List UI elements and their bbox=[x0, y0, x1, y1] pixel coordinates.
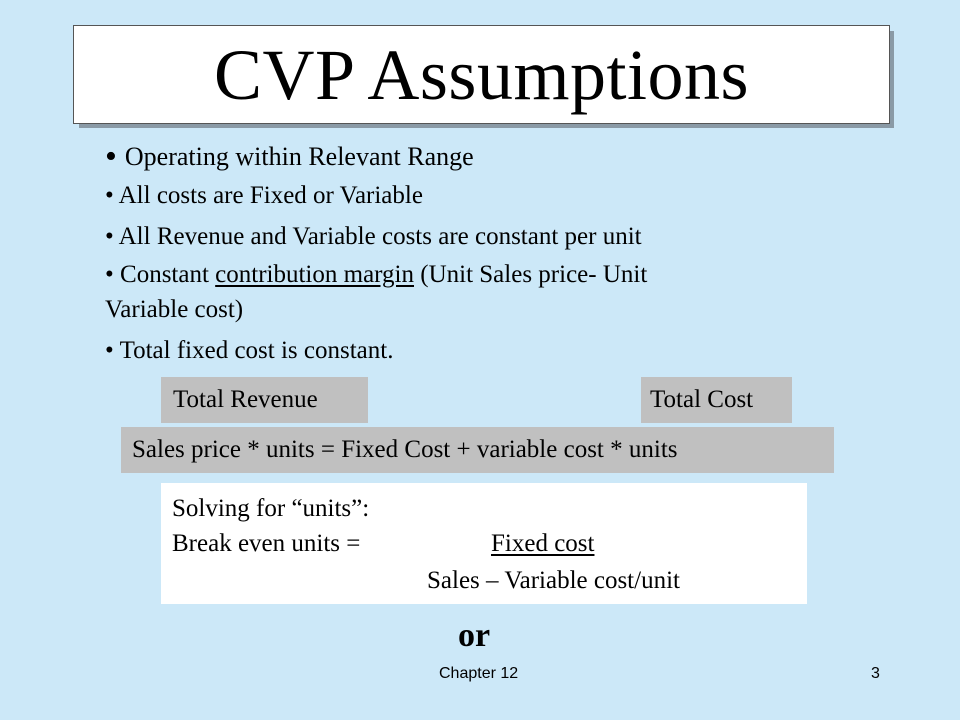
bullet-text-prefix: Constant bbox=[120, 261, 216, 288]
or-separator: or bbox=[458, 617, 491, 654]
total-cost-label: Total Cost bbox=[641, 377, 792, 423]
contribution-margin-term: contribution margin bbox=[215, 261, 414, 288]
formula-numerator: Fixed cost bbox=[491, 530, 595, 557]
bullet-text: Operating within Relevant Range bbox=[124, 142, 474, 171]
solving-box bbox=[161, 483, 807, 604]
bullet-text: All costs are Fixed or Variable bbox=[118, 182, 423, 209]
bullet-relevant-range bbox=[105, 138, 474, 176]
formula-denominator: Sales – Variable cost/unit bbox=[427, 567, 680, 594]
footer-chapter: Chapter 12 bbox=[439, 665, 519, 682]
breakeven-equation: Sales price * units = Fixed Cost + variable cost * units bbox=[121, 427, 834, 473]
solving-heading: Solving for “units”: bbox=[172, 495, 370, 522]
slide-title: CVP Assumptions bbox=[214, 34, 749, 115]
bullet-fixed-cost-constant: • Total fixed cost is constant. bbox=[105, 337, 394, 364]
bullet-contribution-margin: • Constant contribution margin (Unit Sales price- Unit bbox=[105, 261, 648, 288]
bullet-dot-icon: • bbox=[105, 138, 117, 175]
bullet-fixed-variable: • All costs are Fixed or Variable bbox=[105, 182, 423, 209]
bullet-text-suffix: (Unit Sales price- Unit bbox=[414, 261, 648, 288]
bullet-contribution-margin-continued: Variable cost) bbox=[105, 296, 244, 323]
bullet-constant-per-unit: • All Revenue and Variable costs are constant per unit bbox=[105, 223, 642, 250]
bullet-text: All Revenue and Variable costs are constant per unit bbox=[118, 223, 642, 250]
title-box bbox=[73, 25, 890, 124]
slide-number: 3 bbox=[871, 665, 880, 682]
total-revenue-label: Total Revenue bbox=[161, 377, 368, 423]
breakeven-units-label: Break even units = bbox=[172, 530, 361, 557]
bullet-text: Total fixed cost is constant. bbox=[119, 337, 394, 364]
